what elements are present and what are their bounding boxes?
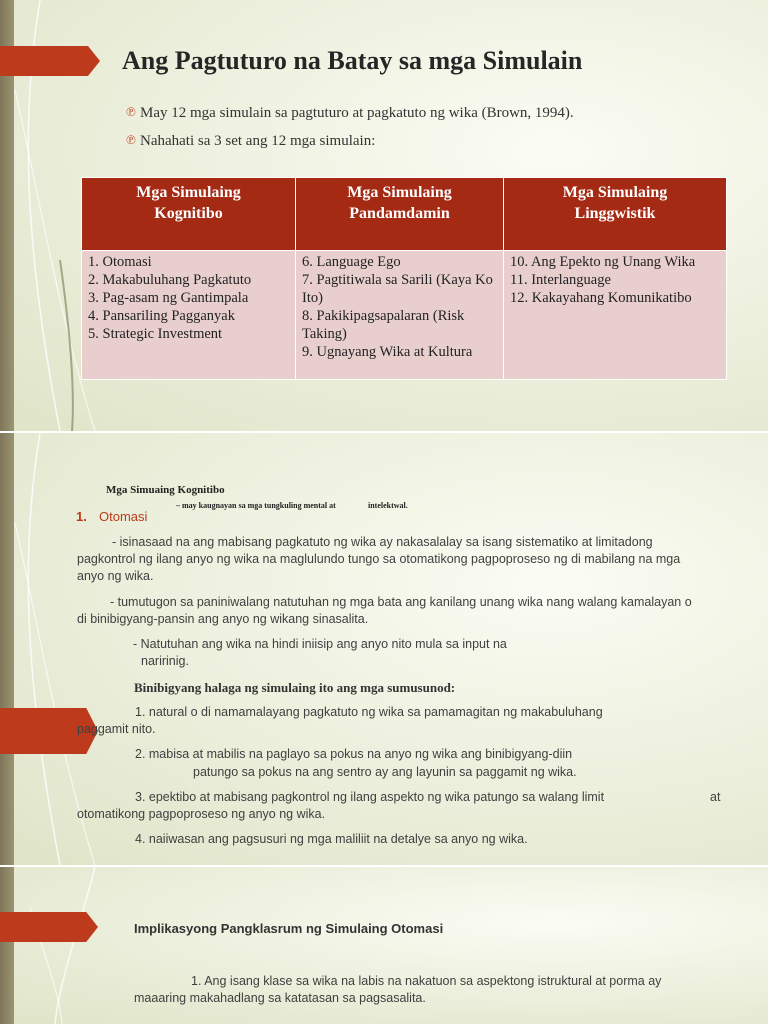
slide-3-title: Implikasyong Pangklasrum ng Simulaing Otomasi [134,921,444,936]
list-item: 9. Ugnayang Wika at Kultura [302,344,473,360]
section-heading: Mga Simuaing Kognitibo [106,484,225,496]
list-item: paggamit nito. [77,722,156,736]
list-item: 2. mabisa at mabilis na paglayo sa pokus na anyo ng wika ang binibigyang-diin [135,747,573,761]
header-kognitibo [82,178,296,251]
header-pandamdamin [296,178,504,251]
slide-3 [0,867,768,1024]
header-linggwistik [504,178,727,251]
title-accent-tab [0,912,98,942]
header-line: Mga Simulaing [136,184,241,201]
list-item: 5. Strategic Investment [88,326,223,342]
list-item: 7. Pagtitiwala sa Sarili (Kaya Ko Ito) [302,272,493,306]
item-number: 1. [76,509,87,524]
paragraph-line: - Natutuhan ang wika na hindi iniisip ang anyo nito mula sa input na [133,637,507,651]
list-item: 4. naiiwasan ang pagsusuri ng mga maliliit na detalye sa anyo ng wika. [135,832,528,846]
slide-1-title: Ang Pagtuturo na Batay sa mga Simulain [122,46,583,75]
list-item: 4. Pansariling Pagganyak [88,308,235,324]
bullet-text-1: May 12 mga simulain sa pagtuturo at pagkatuto ng wika (Brown, 1994). [140,105,574,121]
section-subheading: – may kaugnayan sa mga tungkuling mental at [176,501,336,510]
list-item: 3. epektibo at mabisang pagkontrol ng ilang aspekto ng wika patungo sa walang limit [135,790,605,804]
bullet-text-2: Nahahati sa 3 set ang 12 mga simulain: [140,133,376,149]
decorative-lines [0,867,130,1024]
bold-line: Binibigyang halaga ng simulaing ito ang mga sumusunod: [134,680,456,695]
paragraph-line: maaaring makahadlang sa katatasan sa pagsasalita. [134,991,426,1005]
list-item: patungo sa pokus na ang sentro ay ang layunin sa paggamit ng wika. [193,765,577,779]
list-item: 1. Otomasi [88,254,152,270]
list-item: 8. Pakikipagsapalaran (Risk Taking) [302,308,465,342]
header-line: Linggwistik [574,205,656,222]
bullet-marker-icon: ℗ [126,132,136,147]
paragraph-line: 1. Ang isang klase sa wika na labis na nakatuon sa aspektong istruktural at porma ay [191,974,662,988]
list-item: otomatikong pagpoproseso ng anyo ng wika. [77,807,326,821]
item-title: Otomasi [99,509,148,524]
paragraph-line: anyo ng wika. [77,569,154,583]
list-item: 3. Pag-asam ng Gantimpala [88,290,249,306]
list-item: at [710,790,721,804]
header-line: Pandamdamin [349,205,450,222]
paragraph-line: naririnig. [141,654,189,668]
table-header-row [82,178,727,251]
cell-linggwistik [504,251,727,380]
cell-pandamdamin [296,251,504,380]
list-item: 12. Kakayahang Komunikatibo [510,290,692,306]
header-line: Kognitibo [154,205,223,222]
paragraph-line: - tumutugon sa paniniwalang natutuhan ng mga bata ang kanilang unang wika nang walang kamalayan o [110,595,692,609]
bullet-item-2 [126,132,376,150]
list-item: 6. Language Ego [302,254,401,270]
header-line: Mga Simulaing [562,184,668,201]
bullet-marker-icon: ℗ [126,104,136,119]
simulain-table [81,177,727,380]
list-item: 2. Makabuluhang Pagkatuto [88,272,252,288]
list-item: 11. Interlanguage [510,272,611,288]
bullet-item-1 [126,104,574,122]
header-line: Mga Simulaing [347,184,452,201]
slide-2 [0,433,768,865]
list-item: 10. Ang Epekto ng Unang Wika [510,254,696,270]
paragraph-line: - isinasaad na ang mabisang pagkatuto ng wika ay nakasalalay sa isang sistematiko at limitadong [112,535,653,549]
cell-kognitibo [82,251,296,380]
table-row [82,251,727,380]
paragraph-line: pagkontrol ng ilang anyo ng wika na maglulundo tungo sa otomatikong pagpoproseso ng di mabilang na mga [77,552,681,566]
title-accent-tab [0,46,100,76]
section-subheading-end: intelektwal. [368,501,408,510]
slide-1 [0,0,768,431]
list-item: 1. natural o di namamalayang pagkatuto ng wika sa pamamagitan ng makabuluhang [135,705,603,719]
paragraph-line: di binibigyang-pansin ang anyo ng wikang sinasalita. [77,612,369,626]
